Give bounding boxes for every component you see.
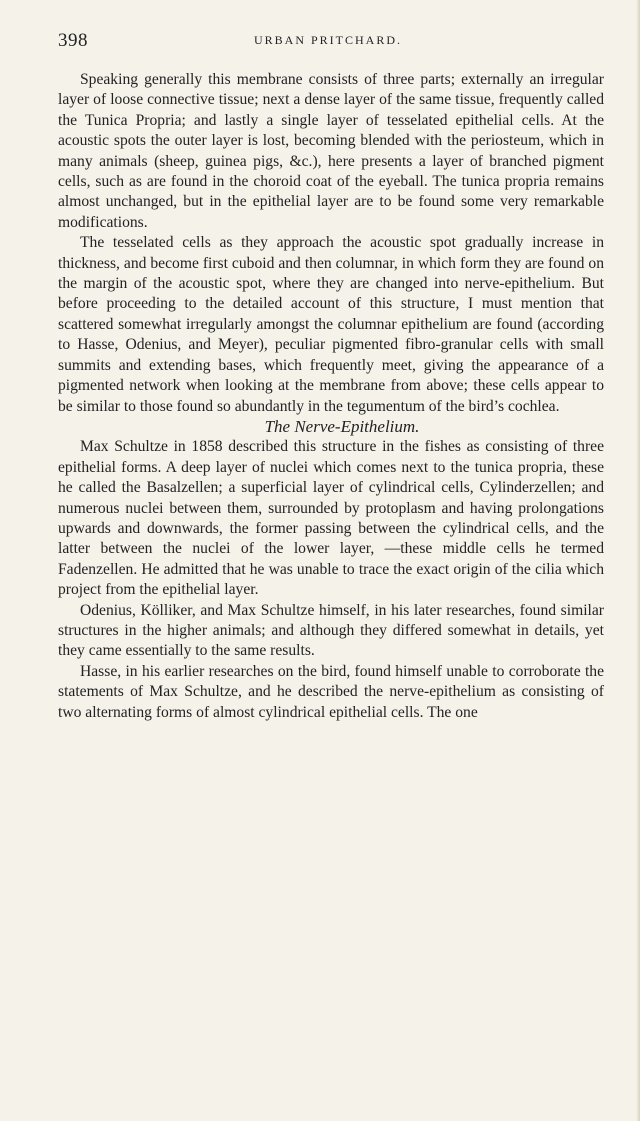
page-header [58,30,598,54]
paragraph: Max Schultze in 1858 described this structure in the fishes as consisting of three epithelial forms. A deep layer of nuclei which comes next to the tunica propria, these he called the Basalzellen; a superficial layer of cylindrical cells, Cylinderzellen; and numerous nuclei between them, surrounded by protoplasm and having prolongations upwards and downwards, the former passing between the cylindrical cells, and the latter between the nuclei of the lower layer, —these middle cells he termed Fadenzellen. He admitted that he was unable to trace the exact origin of the cilia which project from the epithelial layer. [58,438,604,599]
running-head: URBAN PRITCHARD. [253,33,402,47]
paragraph: Hasse, in his earlier researches on the bird, found himself unable to corroborate the statements of Max Schultze, and he described the nerve-epithelium as consisting of two alternating forms of almost cylindrical epithelial cells. The one [58,662,604,721]
page-edge [636,0,640,1121]
paragraph: Speaking generally this membrane consists of three parts; externally an irregular layer of loose connective tissue; next a dense layer of the same tissue, frequently called the Tunica Propria; and lastly a single layer of tesselated epithelial cells. At the acoustic spots the outer layer is lost, becoming blended with the periosteum, which in many animals (sheep, guinea pigs, &c.), here presents a layer of branched pigment cells, such as are found in the choroid coat of the eyeball. The tunica propria remains almost unchanged, but in the epithelial layer are to be found some very remarkable modifications. [58,71,604,231]
body-text [58,70,604,723]
page-number: 398 [58,30,88,51]
paragraph: Odenius, Kölliker, and Max Schultze himself, in his later researches, found similar structures in the higher animals; and although they differed somewhat in details, yet they came essentially to the same results. [58,601,604,660]
section-title: The Nerve-Epithelium. [264,416,420,436]
paragraph: The tesselated cells as they approach the acoustic spot gradually increase in thickness, and become first cuboid and then columnar, in which form they are found on the margin of the acoustic spot, where they are changed into nerve-epithelium. But before proceeding to the detailed account of this structure, I must mention that scattered somewhat irregularly amongst the columnar epithelium are found (according to Hasse, Odenius, and Meyer), peculiar pigmented fibro-granular cells with small summits and extending bases, which frequently meet, giving the appearance of a pigmented network when looking at the membrane from above; these cells appear to be similar to those found so abundantly in the tegumentum of the bird’s cochlea. [58,234,604,415]
